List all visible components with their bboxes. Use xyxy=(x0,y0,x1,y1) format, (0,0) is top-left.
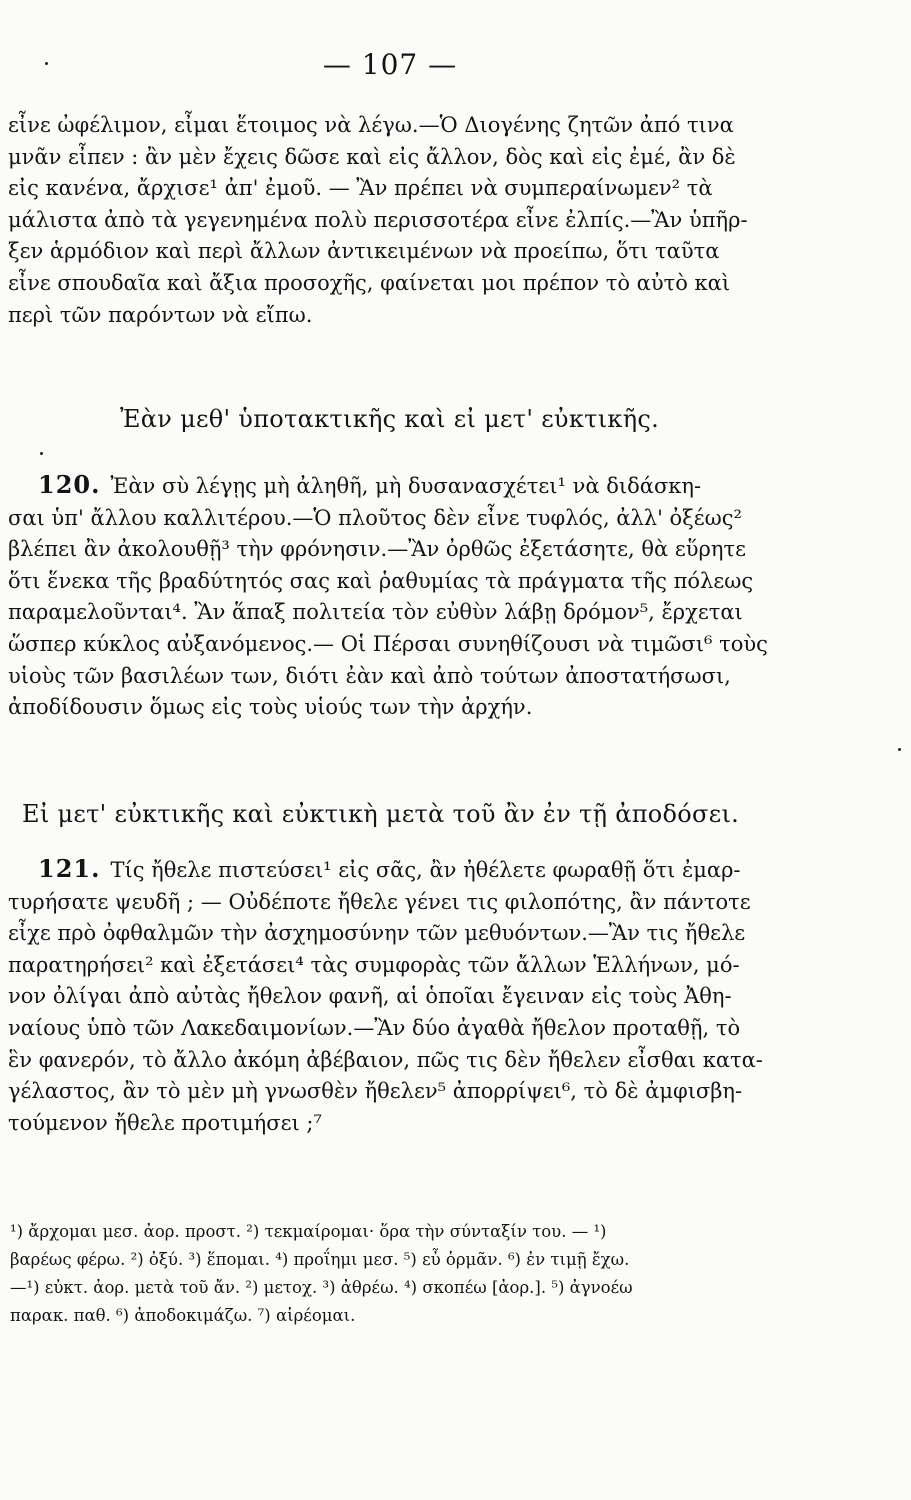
text-line: υἱοὺς τῶν βασιλέων των, διότι ἐὰν καὶ ἀπὸ τούτων ἀποστατήσωσι, xyxy=(8,663,731,688)
text-line: γέλαστος, ἂν τὸ μὲν μὴ γνωσθὲν ἤθελεν⁵ ἀπορρίψει⁶, τὸ δὲ ἀμφισβη- xyxy=(8,1079,743,1104)
text-line: εἶνε σπουδαῖα καὶ ἄξια προσοχῆς, φαίνεται μοι πρέπον τὸ αὐτὸ καὶ xyxy=(8,270,731,295)
text-line: ὅτι ἕνεκα τῆς βραδύτητός σας καὶ ῥαθυμίας τὰ πράγματα τῆς πόλεως xyxy=(8,568,754,593)
text-line: μάλιστα ἀπὸ τὰ γεγενημένα πολὺ περισσοτέρα εἶνε ἐλπίς.—Ἂν ὑπῆρ- xyxy=(8,207,748,232)
text-line: τυρήσατε ψευδῆ ; — Οὐδέποτε ἤθελε γένει τις φιλοπότης, ἂν πάντοτε xyxy=(8,889,751,914)
text-line: βλέπει ἂν ἀκολουθῇ³ τὴν φρόνησιν.—Ἂν ὀρθῶς ἐξετάσητε, θὰ εὕρητε xyxy=(8,537,746,562)
section-121 xyxy=(8,853,798,1139)
speck-mark xyxy=(40,452,43,455)
footnote-line: —¹) εὐκτ. ἀορ. μετὰ τοῦ ἄν. ²) μετοχ. ³) ἀθρέω. ⁴) σκοπέω [ἀορ.]. ⁵) ἀγνοέω xyxy=(10,1278,633,1297)
paragraph-top xyxy=(8,110,798,331)
footnote-line: βαρέως φέρω. ²) ὀξύ. ³) ἕπομαι. ⁴) προΐημι μεσ. ⁵) εὖ ὁρμᾶν. ⁶) ἐν τιμῇ ἔχω. xyxy=(10,1250,630,1269)
speck-mark xyxy=(898,748,901,751)
footnote-line: παρακ. παθ. ⁶) ἀποδοκιμάζω. ⁷) αἱρέομαι. xyxy=(10,1306,356,1325)
section-heading-optative: Εἰ μετ' εὐκτικῆς καὶ εὐκτικὴ μετὰ τοῦ ἂν ἐν τῇ ἀποδόσει. xyxy=(22,800,740,828)
text-line: σαι ὑπ' ἄλλου καλλιτέρου.—Ὁ πλοῦτος δὲν εἶνε τυφλός, ἀλλ' ὀξέως² xyxy=(8,505,742,530)
text-line: ἓν φανερόν, τὸ ἄλλο ἀκόμη ἀβέβαιον, πῶς τις δὲν ἤθελεν εἶσθαι κατα- xyxy=(8,1047,763,1072)
text-line: ἀποδίδουσιν ὅμως εἰς τοὺς υἱούς των τὴν ἀρχήν. xyxy=(8,695,533,720)
speck-mark xyxy=(45,62,48,65)
text-line: εἰς κανένα, ἄρχισε¹ ἀπ' ἐμοῦ. — Ἂν πρέπει νὰ συμπεραίνωμεν² τὰ xyxy=(8,176,713,201)
section-number: 121. xyxy=(38,854,101,883)
text-line: τούμενον ἤθελε προτιμήσει ;⁷ xyxy=(8,1110,322,1135)
text-line: παραμελοῦνται⁴. Ἂν ἅπαξ πολιτεία τὸν εὐθὺν λάβῃ δρόμον⁵, ἔρχεται xyxy=(8,600,743,625)
text-line xyxy=(8,853,798,887)
text-line: ὥσπερ κύκλος αὐξανόμενος.— Οἱ Πέρσαι συνηθίζουσι νὰ τιμῶσι⁶ τοὺς xyxy=(8,631,768,656)
text-line: ναίους ὑπὸ τῶν Λακεδαιμονίων.—Ἂν δύο ἀγαθὰ ἤθελον προταθῇ, τὸ xyxy=(8,1015,741,1040)
section-heading-subjunctive: Ἐὰν μεθ' ὑποτακτικῆς καὶ εἰ μετ' εὐκτικῆς. xyxy=(120,405,660,433)
text-line: νον ὀλίγαι ἀπὸ αὐτὰς ἤθελον φανῆ, αἱ ὁποῖαι ἔγειναν εἰς τοὺς Ἀθη- xyxy=(8,984,732,1009)
text-line: ξεν ἁρμόδιον καὶ περὶ ἄλλων ἀντικειμένων νὰ προείπω, ὅτι ταῦτα xyxy=(8,239,720,264)
text-line: εἶνε ὠφέλιμον, εἶμαι ἕτοιμος νὰ λέγω.—Ὁ Διογένης ζητῶν ἀπό τινα xyxy=(8,113,734,137)
section-number: 120. xyxy=(38,470,101,499)
footnotes xyxy=(10,1218,800,1330)
footnote-line: ¹) ἄρχομαι μεσ. ἀορ. προστ. ²) τεκμαίρομαι· ὅρα τὴν σύνταξίν του. — ¹) xyxy=(10,1222,607,1241)
page-number: — 107 — xyxy=(322,48,458,81)
text-line: μνᾶν εἶπεν : ἂν μὲν ἔχεις δῶσε καὶ εἰς ἄλλον, δὸς καὶ εἰς ἐμέ, ἂν δὲ xyxy=(8,144,736,169)
section-120 xyxy=(8,469,798,724)
text-line xyxy=(8,469,798,503)
text-line: παρατηρήσει² καὶ ἐξετάσει⁴ τὰς συμφορὰς τῶν ἄλλων Ἑλλήνων, μό- xyxy=(8,952,740,977)
text-line-content: Ἐὰν σὺ λέγῃς μὴ ἀληθῆ, μὴ δυσανασχέτει¹ νὰ διδάσκη- xyxy=(110,474,702,498)
text-line-content: Τίς ἤθελε πιστεύσει¹ εἰς σᾶς, ἂν ἠθέλετε φωραθῇ ὅτι ἐμαρ- xyxy=(110,858,741,882)
text-line: εἶχε πρὸ ὀφθαλμῶν τὴν ἀσχημοσύνην τῶν μεθυόντων.—Ἂν τις ἤθελε xyxy=(8,921,746,946)
text-line: περὶ τῶν παρόντων νὰ εἴπω. xyxy=(8,302,313,327)
